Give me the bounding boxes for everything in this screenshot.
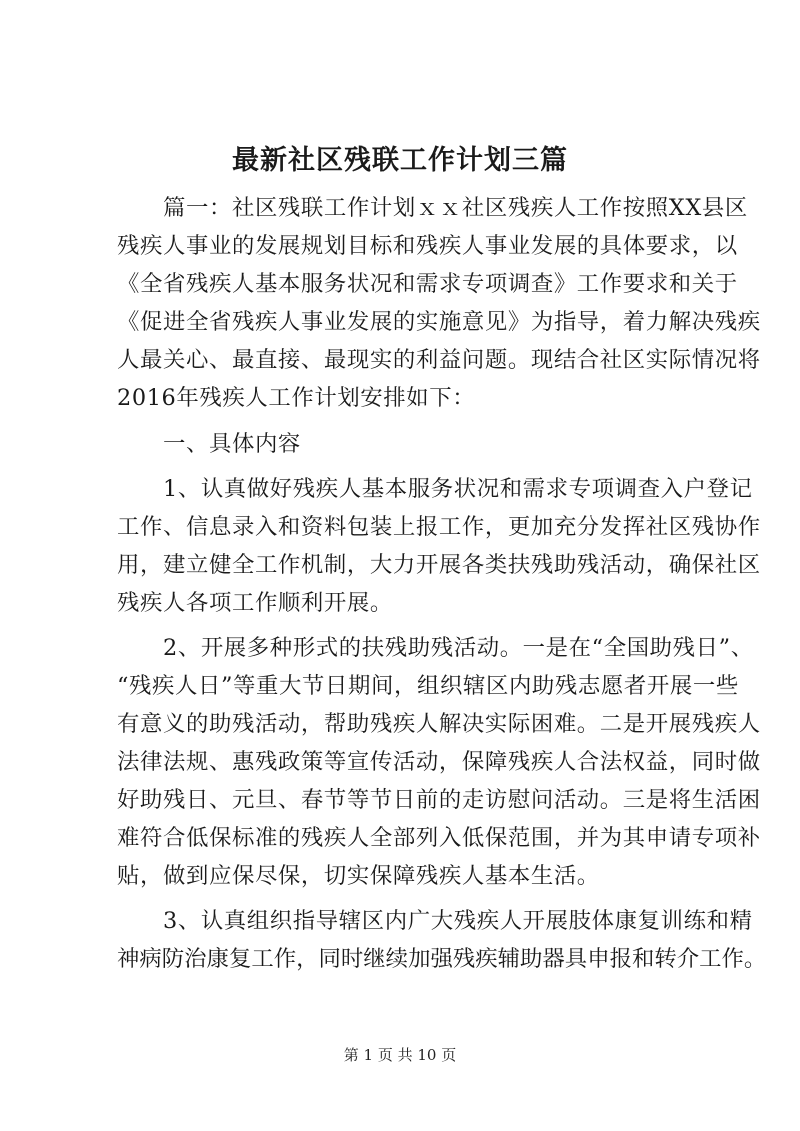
body-line: 2、开展多种形式的扶残助残活动。一是在“全国助残日”、 — [117, 635, 754, 661]
body-line: 篇一：社区残联工作计划ｘｘ社区残疾人工作按照XX县区 — [117, 195, 748, 221]
page-number-footer: 第 1 页 共 10 页 — [343, 1046, 457, 1064]
body-line: 残疾人事业的发展规划目标和残疾人事业发展的具体要求，以 — [117, 233, 738, 259]
body-line: 难符合低保标准的残疾人全部列入低保范围，并为其申请专项补 — [117, 825, 761, 851]
body-line: 1、认真做好残疾人基本服务状况和需求专项调查入户登记 — [117, 476, 753, 502]
body-line: 贴，做到应保尽保，切实保障残疾人基本生活。 — [117, 863, 600, 889]
body-line: 3、认真组织指导辖区内广大残疾人开展肢体康复训练和精 — [117, 908, 753, 934]
body-line: 残疾人各项工作顺利开展。 — [117, 590, 393, 616]
body-line: 《促进全省残疾人事业发展的实施意见》为指导，着力解决残疾 — [117, 309, 761, 335]
body-line: “残疾人日”等重大节日期间，组织辖区内助残志愿者开展一些 — [117, 673, 739, 699]
body-line: 神病防治康复工作，同时继续加强残疾辅助器具申报和转介工作。 — [117, 946, 767, 972]
body-line: 工作、信息录入和资料包装上报工作，更加充分发挥社区残协作 — [117, 514, 761, 540]
document-title: 最新社区残联工作计划三篇 — [232, 145, 568, 176]
body-line: 好助残日、元旦、春节等节日前的走访慰问活动。三是将生活困 — [117, 787, 761, 813]
body-line: 有意义的助残活动，帮助残疾人解决实际困难。二是开展残疾人 — [117, 711, 761, 737]
body-line: 用，建立健全工作机制，大力开展各类扶残助残活动，确保社区 — [117, 552, 761, 578]
section-heading: 一、具体内容 — [117, 431, 301, 457]
body-line: 人最关心、最直接、最现实的利益问题。现结合社区实际情况将 — [117, 347, 761, 373]
body-line: 法律法规、惠残政策等宣传活动，保障残疾人合法权益，同时做 — [117, 749, 761, 775]
body-line: 2016年残疾人工作计划安排如下： — [117, 385, 476, 411]
body-line: 《全省残疾人基本服务状况和需求专项调查》工作要求和关于 — [117, 271, 738, 297]
